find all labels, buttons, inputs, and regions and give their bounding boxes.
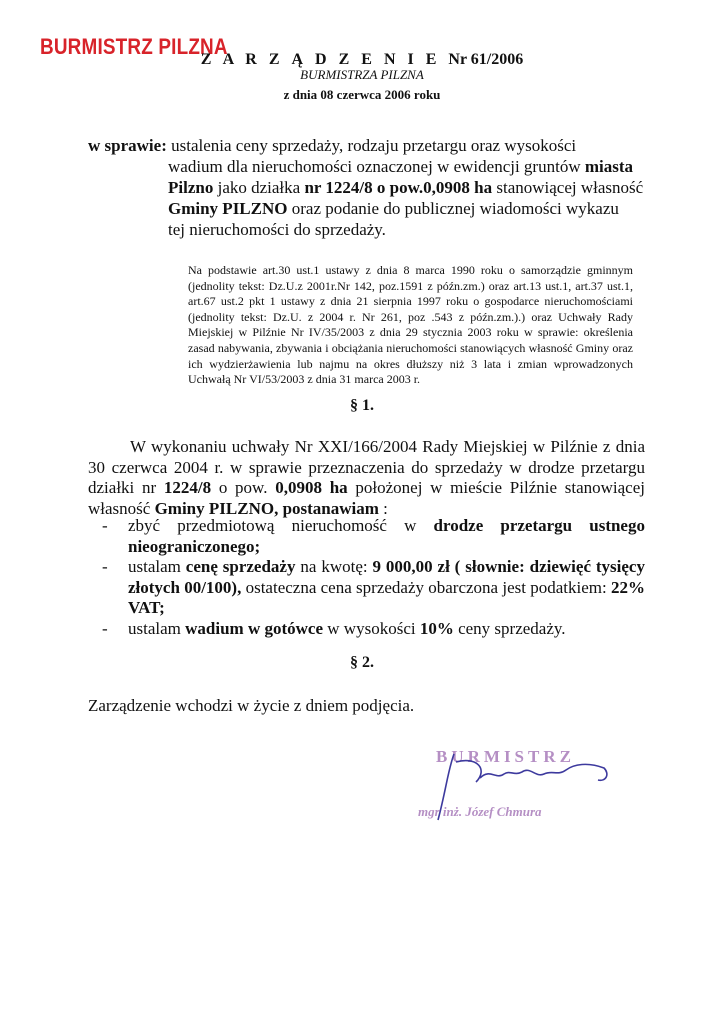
body-text: położonej w mieście Pilźnie stanowiącej własność	[88, 478, 645, 518]
signature-stamp	[418, 740, 648, 840]
deposit-value: 10%	[419, 618, 454, 638]
body-text: ustalam	[128, 618, 186, 638]
body-text: W wykonaniu uchwały Nr XXI/166/2004 Rady Miejskiej w Pilźnie z dnia 30 czerwca 2004 r. w sprawie przeznaczenia do sprzedaży w drodze przetargu działki nr	[88, 437, 645, 497]
body-text: zbyć przedmiotową nieruchomość w	[128, 516, 434, 535]
body-text: ostateczna cena sprzedaży obarczona jest podatkiem:	[241, 577, 611, 597]
list-item-text	[128, 619, 645, 640]
subject-block	[88, 135, 648, 240]
subject-bold: nr 1224/8 o pow.0,0908 ha	[304, 178, 493, 197]
body-bold: drodze przetargu ustnego nieograniczonego;	[128, 516, 645, 556]
legal-basis	[88, 263, 633, 388]
body-text: ustalam	[128, 557, 186, 576]
subject-text: oraz podanie do publicznej wiadomości wykazu	[287, 199, 619, 218]
vat-value: 22% VAT;	[128, 577, 645, 617]
body-text: o pow.	[211, 478, 276, 497]
plot-number: 1224/8	[163, 478, 212, 497]
body-text: w wysokości	[323, 618, 420, 638]
price-value: 9 000,00 zł ( słownie: dziewięć tysięcy złotych 00/100),	[128, 557, 645, 597]
list-dash: -	[102, 557, 108, 576]
subject-line-2	[88, 156, 648, 177]
signatory-name: mgr inż. Józef Chmura	[418, 804, 542, 819]
list-item-text	[128, 516, 645, 557]
subject-bold: Pilzno	[168, 178, 214, 197]
section-2-text: Zarządzenie wchodzi w życie z dniem podjęcia.	[88, 696, 415, 715]
section-1-body	[88, 437, 645, 519]
decision-list	[88, 516, 645, 639]
legal-basis-text: Na podstawie art.30 ust.1 ustawy z dnia 8 marca 1990 roku o samorządzie gminnym (jednolity tekst: Dz.U.z 2001r.Nr 142, poz.1591 z późn.zm.) oraz art.13 ust.1, art.37 ust.1, art.67 ust.2 pkt 1 ustawy z dnia 21 sierpnia 1997 roku o gospodarce nieruchomościami (jednolity tekst: Dz.U. z 2004 r. Nr 261, poz .543 z późn.zm.).) oraz Uchwały Rady Miejskiej w Pilźnie Nr IV/35/2003 z dnia 29 stycznia 2003 roku w sprawie: określenia zasad nabywania, zbywania i obciążania nieruchomości stanowiących własność Gminy oraz ich wydzierżawienia lub najmu na okres dłuższy niż 3 lata i zmian wprowadzonych Uchwałą Nr VI/53/2003 z dnia 31 marca 2003 r.	[188, 263, 633, 387]
stamp-title: BURMISTRZ	[436, 747, 575, 766]
section-1-paragraph	[88, 437, 645, 519]
subject-bold: Gminy PILZNO	[168, 199, 288, 218]
plot-area: 0,0908 ha	[275, 478, 348, 497]
subject-text: ustalenia ceny sprzedaży, rodzaju przetargu oraz wysokości	[171, 136, 577, 155]
body-text: ceny sprzedaży.	[453, 618, 566, 638]
list-item	[88, 516, 645, 557]
section-2-heading: § 2.	[350, 654, 374, 671]
logo-text: BURMISTRZ PILZNA	[40, 34, 228, 59]
title-number: Nr 61/2006	[448, 51, 524, 68]
body-text: na kwotę:	[295, 557, 373, 576]
title-word: Z A R Z Ą D Z E N I E	[200, 51, 441, 68]
section-1-heading: § 1.	[350, 397, 374, 414]
subject-line-5	[88, 219, 648, 240]
subject-line-3	[88, 177, 648, 198]
document-date: z dnia 08 czerwca 2006 roku	[283, 87, 441, 102]
subject-line-1	[88, 135, 648, 156]
body-bold: cenę sprzedaży	[185, 557, 296, 576]
list-item	[88, 619, 645, 640]
subject-line-4	[88, 198, 648, 219]
list-item-text	[128, 557, 645, 619]
subject-bold: miasta	[584, 157, 634, 176]
body-text: :	[378, 498, 388, 518]
list-dash: -	[102, 516, 108, 535]
subject-text: wadium dla nieruchomości oznaczonej w ewidencji gruntów	[168, 157, 585, 176]
subject-label: w sprawie:	[88, 136, 167, 155]
subject-text: tej nieruchomości do sprzedaży.	[168, 220, 386, 239]
subject-text: stanowiącej własność	[492, 178, 644, 197]
subject-text: jako działka	[213, 178, 305, 197]
owner-decision: Gminy PILZNO, postanawiam	[154, 498, 379, 518]
list-item	[88, 557, 645, 619]
issuer: BURMISTRZA PILZNA	[300, 67, 424, 82]
list-dash: -	[102, 618, 108, 638]
body-bold: wadium w gotówce	[185, 618, 324, 638]
signature-graphic	[418, 740, 648, 840]
